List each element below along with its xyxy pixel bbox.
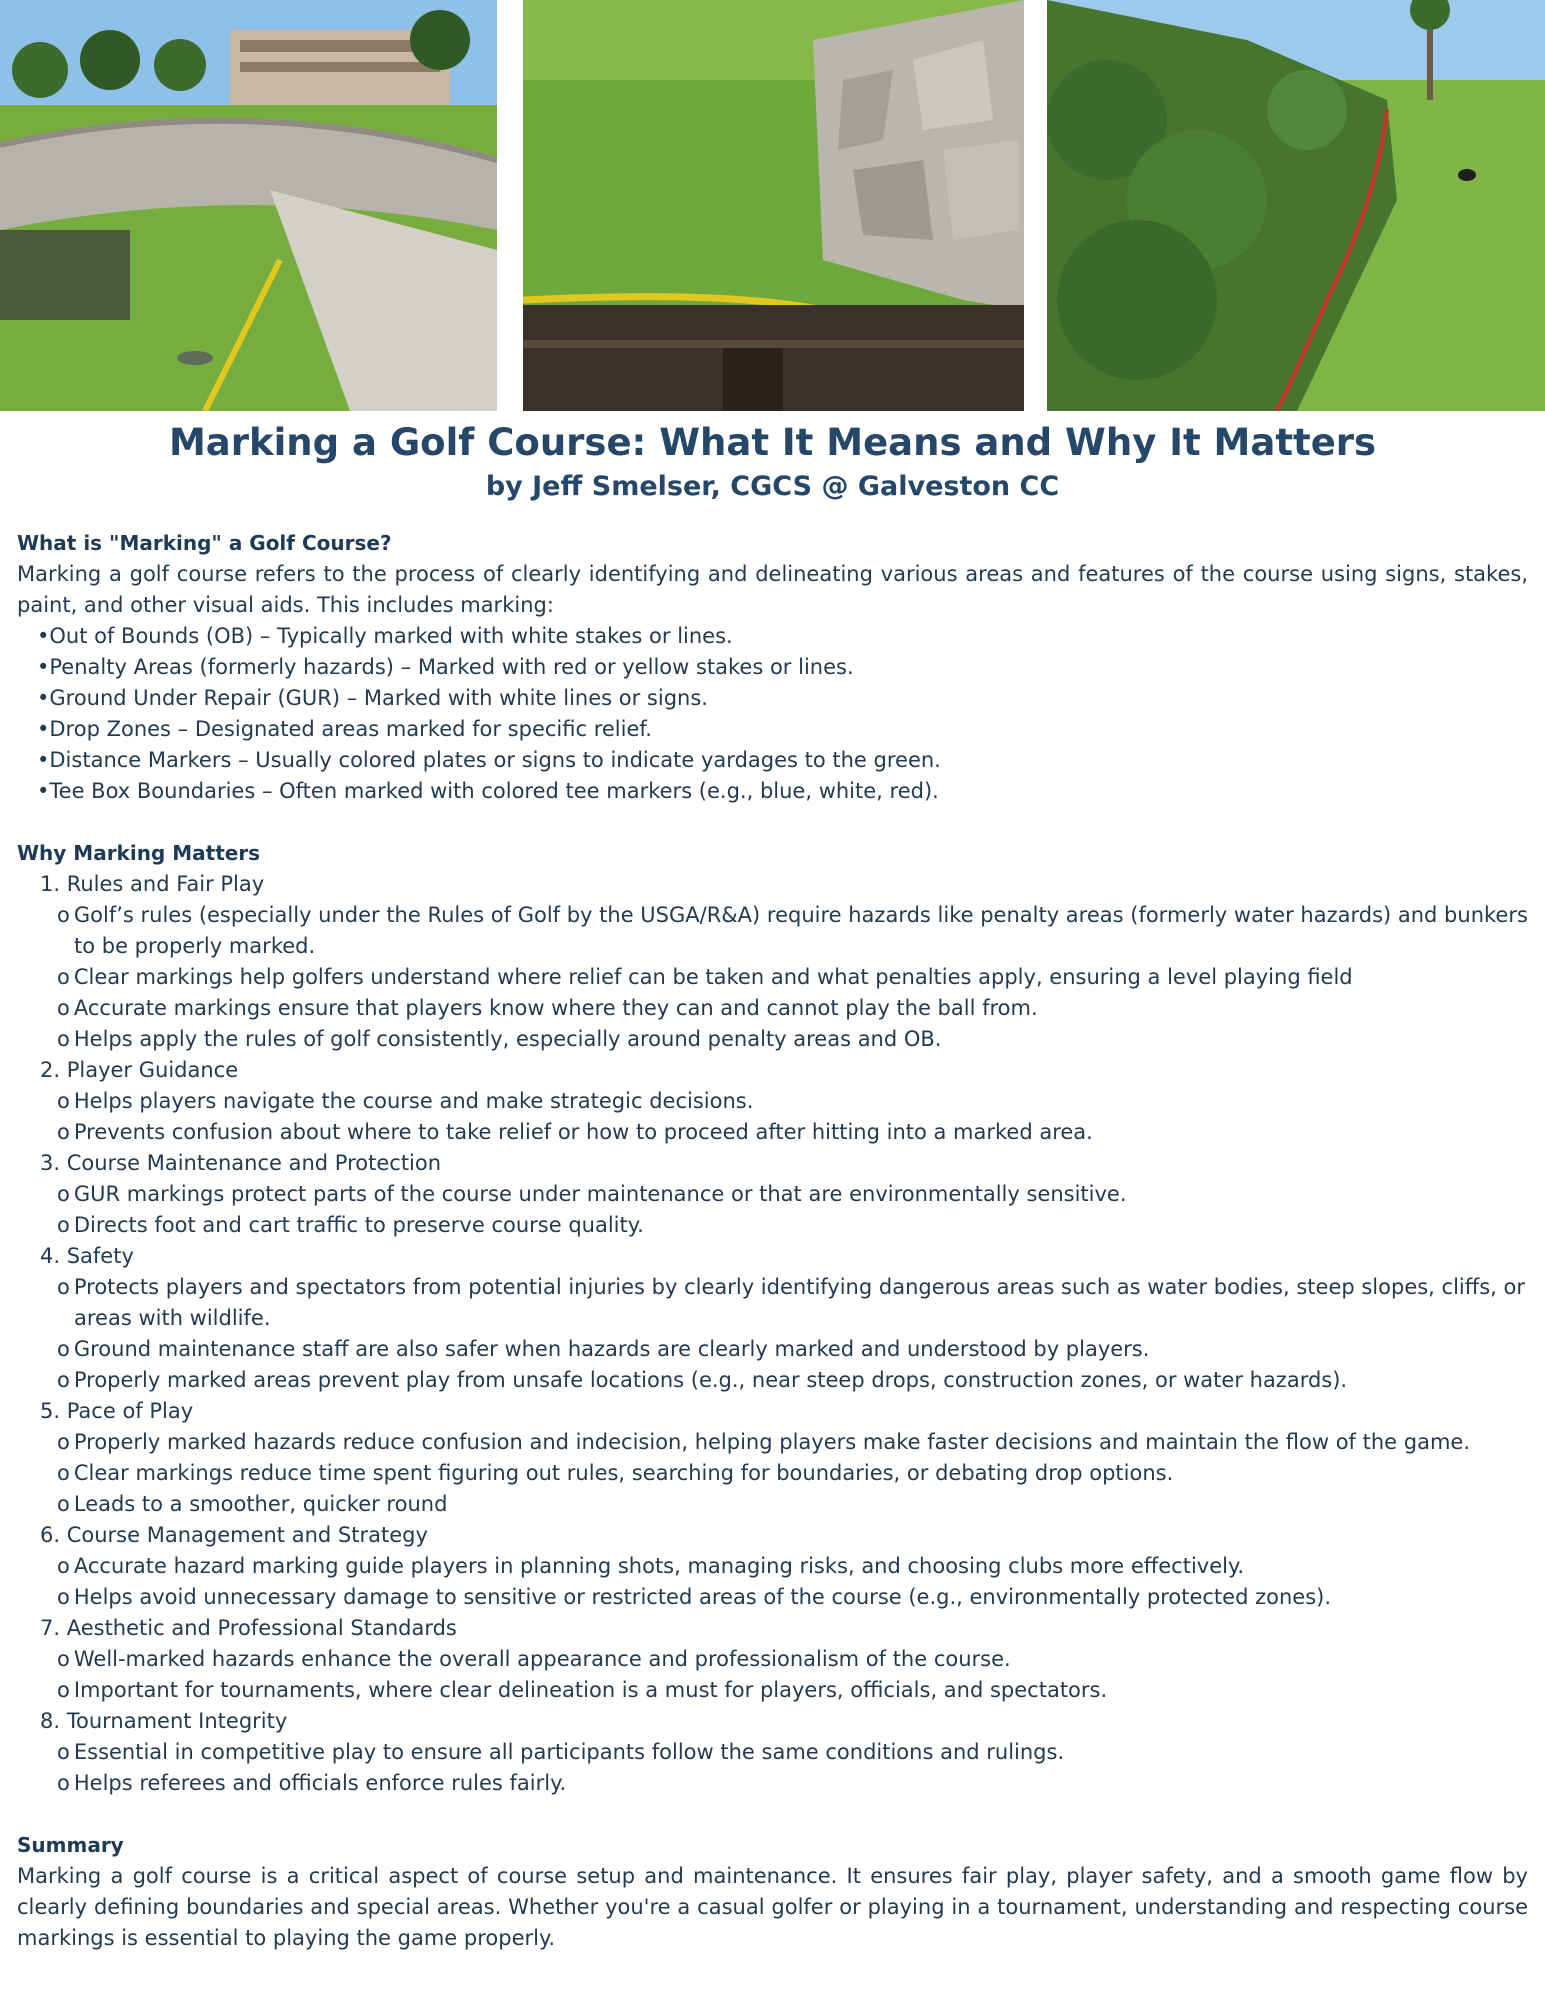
sub-bullet-marker: o	[57, 1678, 70, 1702]
sub-item-text: Properly marked hazards reduce confusion and indecision, helping players make faster decisions and maintain the flow of the game.	[73, 1430, 1471, 1454]
sub-item-text: Accurate markings ensure that players know where they can and cannot play the ball from.	[73, 996, 1038, 1020]
section-heading-why-marking-matters: Why Marking Matters	[17, 841, 261, 865]
sub-bullet-marker: o	[57, 1089, 70, 1113]
sub-bullet-marker: o	[57, 1213, 70, 1237]
photo-strip	[0, 0, 1545, 411]
sub-bullet-marker: o	[57, 965, 70, 989]
sub-bullet-marker: o	[57, 1771, 70, 1795]
sub-item	[17, 1675, 1528, 1706]
sub-item	[17, 1489, 1528, 1520]
sub-bullet-marker: o	[57, 1120, 70, 1144]
why-marking-list	[17, 869, 1528, 1799]
sub-item	[17, 1768, 1528, 1799]
numbered-item-title: 8. Tournament Integrity	[40, 1709, 288, 1733]
sub-bullet-marker: o	[57, 1554, 70, 1578]
marking-types-list	[17, 621, 1528, 807]
sub-bullet-marker: o	[57, 996, 70, 1020]
sub-bullet-marker: o	[57, 1182, 70, 1206]
sub-item-text: Properly marked areas prevent play from unsafe locations (e.g., near steep drops, construction zones, or water hazards).	[73, 1368, 1348, 1392]
sub-item	[17, 1117, 1528, 1148]
section-heading-what-is-marking: What is "Marking" a Golf Course?	[17, 531, 392, 555]
sub-item-text: GUR markings protect parts of the course under maintenance or that are environmentally sensitive.	[73, 1182, 1127, 1206]
sub-bullet-marker: o	[57, 1368, 70, 1392]
byline: by Jeff Smelser, CGCS @ Galveston CC	[485, 471, 1060, 502]
sub-item-text: Helps avoid unnecessary damage to sensitive or restricted areas of the course (e.g., environmentally protected zones).	[73, 1585, 1331, 1609]
sub-item	[17, 1365, 1528, 1396]
sub-item-text: Leads to a smoother, quicker round	[73, 1492, 448, 1516]
sub-bullet-marker: o	[57, 1027, 70, 1051]
sub-item-text: Helps players navigate the course and make strategic decisions.	[73, 1089, 754, 1113]
page-title: Marking a Golf Course: What It Means and Why It Matters	[168, 421, 1377, 464]
sub-item-text: Helps referees and officials enforce rules fairly.	[73, 1771, 567, 1795]
sub-item	[17, 1210, 1528, 1241]
sub-item	[17, 962, 1528, 993]
list-item: • Ground Under Repair (GUR) – Marked with white lines or signs.	[37, 683, 1528, 714]
sub-item-text: Protects players and spectators from potential injuries by clearly identifying dangerous areas such as water bodies, steep slopes, cliffs, or areas with wildlife.	[73, 1275, 1525, 1330]
numbered-item-title: 7. Aesthetic and Professional Standards	[40, 1616, 457, 1640]
sub-item-text: Prevents confusion about where to take relief or how to proceed after hitting into a marked area.	[73, 1120, 1093, 1144]
sub-item-text: Accurate hazard marking guide players in planning shots, managing risks, and choosing clubs more effectively.	[73, 1554, 1245, 1578]
sub-bullet-marker: o	[57, 1461, 70, 1485]
sub-item-text: Helps apply the rules of golf consistently, especially around penalty areas and OB.	[73, 1027, 942, 1051]
sub-item	[17, 1644, 1528, 1675]
numbered-item-title: 2. Player Guidance	[40, 1058, 239, 1082]
sub-bullet-marker: o	[57, 903, 70, 927]
sub-bullet-marker: o	[57, 1740, 70, 1764]
sub-item	[17, 1179, 1528, 1210]
sub-bullet-marker: o	[57, 1647, 70, 1671]
section-heading-summary: Summary	[17, 1833, 124, 1857]
list-item: • Penalty Areas (formerly hazards) – Marked with red or yellow stakes or lines.	[37, 652, 1528, 683]
article-body	[0, 528, 1545, 1954]
sub-item-text: Clear markings help golfers understand where relief can be taken and what penalties apply, ensuring a level playing field	[73, 965, 1353, 989]
sub-item	[17, 1024, 1528, 1055]
numbered-item-title: 3. Course Maintenance and Protection	[40, 1151, 442, 1175]
sub-item	[17, 1427, 1528, 1458]
summary-text: Marking a golf course is a critical aspect of course setup and maintenance. It ensures fair play, player safety, and a smooth game flow by clearly defining boundaries and special areas. Whether you're a casual golfer or playing in a tournament, understanding and respecting course markings is essential to playing the game properly.	[17, 1864, 1528, 1950]
numbered-item-title: 1. Rules and Fair Play	[40, 872, 265, 896]
sub-bullet-marker: o	[57, 1337, 70, 1361]
stone-wall-photo	[523, 0, 1024, 411]
sub-item-text: Essential in competitive play to ensure all participants follow the same conditions and rulings.	[73, 1740, 1065, 1764]
sub-item	[17, 1334, 1528, 1365]
sub-item-text: Well-marked hazards enhance the overall appearance and professionalism of the course.	[73, 1647, 1011, 1671]
sub-item	[17, 1086, 1528, 1117]
sub-item-text: Important for tournaments, where clear delineation is a must for players, officials, and spectators.	[73, 1678, 1108, 1702]
sub-item	[17, 1582, 1528, 1613]
list-item: • Out of Bounds (OB) – Typically marked with white stakes or lines.	[37, 621, 1528, 652]
sub-bullet-marker: o	[57, 1492, 70, 1516]
sub-item-text: Ground maintenance staff are also safer when hazards are clearly marked and understood by players.	[73, 1337, 1150, 1361]
sub-item-text: Directs foot and cart traffic to preserve course quality.	[73, 1213, 644, 1237]
red-line-photo	[1047, 0, 1545, 411]
section-intro: Marking a golf course refers to the process of clearly identifying and delineating various areas and features of the course using signs, stakes, paint, and other visual aids. This includes marking:	[17, 562, 1528, 617]
numbered-item-title: 4. Safety	[40, 1244, 134, 1268]
sub-item	[17, 1737, 1528, 1768]
sub-item-text: Clear markings reduce time spent figuring out rules, searching for boundaries, or debating drop options.	[73, 1461, 1174, 1485]
sub-item	[17, 1272, 1528, 1334]
sub-item	[17, 993, 1528, 1024]
sub-item	[17, 900, 1528, 962]
sub-item-text: Golf’s rules (especially under the Rules of Golf by the USGA/R&A) require hazards like penalty areas (formerly water hazards) and bunkers to be properly marked.	[73, 903, 1528, 958]
sub-item	[17, 1458, 1528, 1489]
list-item: • Drop Zones – Designated areas marked for specific relief.	[37, 714, 1528, 745]
stone-bridge-photo	[0, 0, 497, 411]
numbered-item-title: 5. Pace of Play	[40, 1399, 194, 1423]
numbered-item-title: 6. Course Management and Strategy	[40, 1523, 428, 1547]
list-item: • Distance Markers – Usually colored plates or signs to indicate yardages to the green.	[37, 745, 1528, 776]
sub-bullet-marker: o	[57, 1585, 70, 1609]
sub-item	[17, 1551, 1528, 1582]
list-item: • Tee Box Boundaries – Often marked with colored tee markers (e.g., blue, white, red).	[37, 776, 1528, 807]
sub-bullet-marker: o	[57, 1430, 70, 1454]
sub-bullet-marker: o	[57, 1275, 70, 1299]
